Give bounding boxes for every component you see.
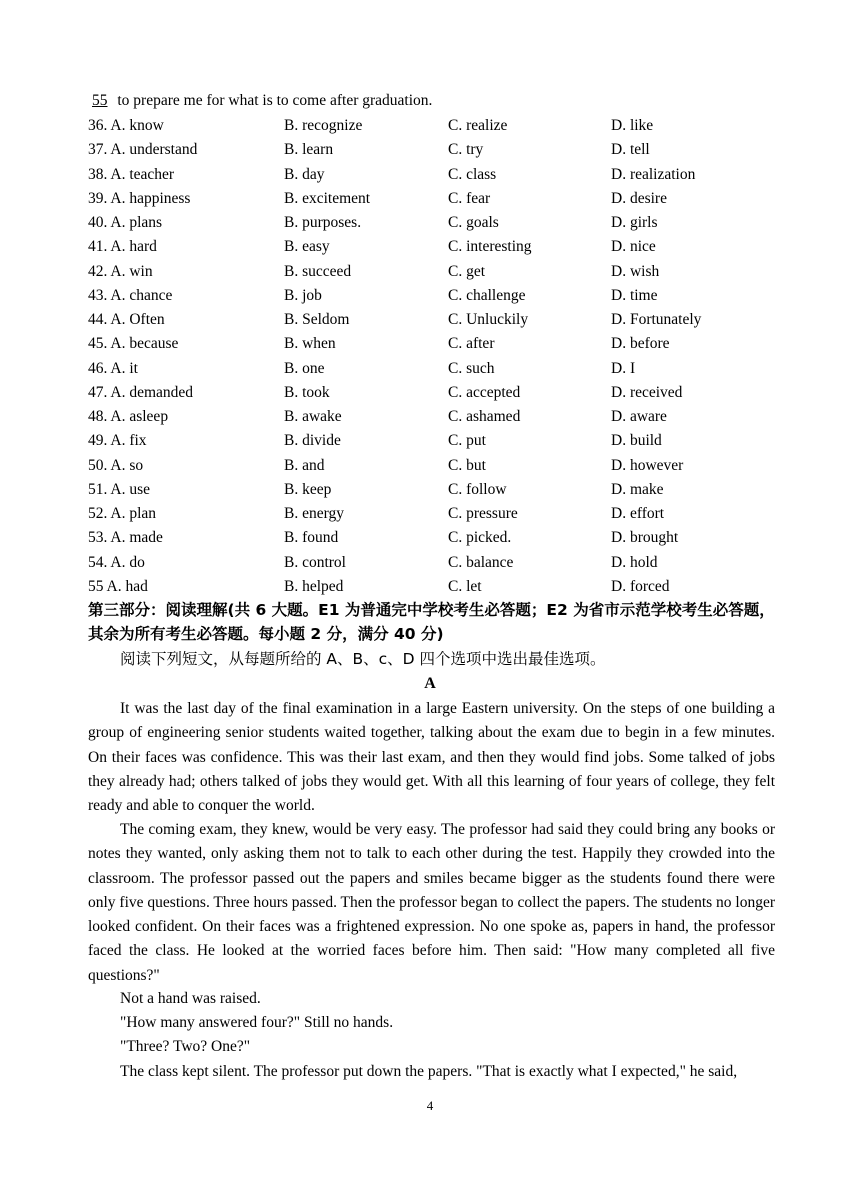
option-cell: D. tell bbox=[611, 141, 650, 159]
option-row bbox=[0, 456, 860, 480]
option-cell: 36. A. know bbox=[88, 117, 164, 134]
option-cell: C. let bbox=[448, 577, 482, 595]
option-cell: D. however bbox=[611, 456, 684, 474]
passage-paragraph-1: It was the last day of the final examination in a large Eastern university. On the steps of one building a group of engineering senior students waited together, talking about the exam due to begin in a few minutes. On their faces was confidence. This was their last exam, and then they would find jobs. Some talked of jobs they already had; others talked of jobs they would get. With all this learning of four years of college, they felt ready and able to conquer the world. bbox=[88, 700, 775, 815]
option-row bbox=[0, 310, 860, 334]
option-cell: C. ashamed bbox=[448, 408, 521, 425]
reading-instruction: 阅读下列短文，从每题所给的 A、B、c、D 四个选项中选出最佳选项。 bbox=[120, 650, 606, 668]
option-cell: C. after bbox=[448, 335, 495, 353]
option-cell: 39. A. happiness bbox=[88, 189, 191, 207]
page-number: 4 bbox=[426, 1098, 434, 1113]
option-cell: B. recognize bbox=[284, 117, 363, 134]
option-cell: 38. A. teacher bbox=[88, 165, 175, 183]
blank-55: 55 bbox=[92, 92, 108, 109]
option-cell: D. I bbox=[611, 359, 636, 377]
option-row bbox=[0, 504, 860, 528]
option-cell: 42. A. win bbox=[88, 262, 153, 280]
cloze-sentence-text: to prepare me for what is to come after graduation. bbox=[113, 92, 433, 109]
option-cell: B. easy bbox=[284, 238, 330, 256]
option-cell: C. such bbox=[448, 359, 495, 377]
option-row bbox=[0, 407, 860, 431]
option-cell: D. wish bbox=[611, 262, 660, 280]
option-cell: D. nice bbox=[611, 238, 656, 256]
option-cell: C. put bbox=[448, 432, 486, 450]
option-row bbox=[0, 431, 860, 455]
option-row bbox=[0, 237, 860, 261]
option-cell: 53. A. made bbox=[88, 529, 163, 547]
option-cell: B. learn bbox=[284, 141, 334, 159]
option-cell: B. excitement bbox=[284, 189, 371, 207]
option-cell: B. found bbox=[284, 529, 339, 547]
option-cell: 47. A. demanded bbox=[88, 383, 194, 401]
option-cell: C. get bbox=[448, 262, 486, 280]
option-cell: 43. A. chance bbox=[88, 286, 173, 304]
option-cell: B. Seldom bbox=[284, 311, 350, 328]
option-cell: D. time bbox=[611, 286, 658, 304]
option-cell: C. picked. bbox=[448, 529, 512, 547]
option-cell: B. when bbox=[284, 335, 336, 353]
option-cell: B. awake bbox=[284, 408, 342, 425]
option-cell: 37. A. understand bbox=[88, 141, 198, 159]
option-cell: B. keep bbox=[284, 480, 332, 498]
option-cell: B. and bbox=[284, 456, 325, 474]
option-cell: D. before bbox=[611, 335, 670, 353]
option-row bbox=[0, 383, 860, 407]
option-cell: B. took bbox=[284, 383, 330, 401]
option-row bbox=[0, 286, 860, 310]
option-cell: D. brought bbox=[611, 529, 679, 547]
cloze-final-sentence bbox=[88, 91, 432, 111]
option-cell: 52. A. plan bbox=[88, 505, 157, 522]
option-cell: D. realization bbox=[611, 165, 696, 183]
option-row bbox=[0, 116, 860, 140]
option-cell: C. interesting bbox=[448, 238, 532, 256]
passage-line-silent: The class kept silent. The professor put down the papers. "That is exactly what I expected," he said, bbox=[120, 1063, 738, 1080]
option-cell: 48. A. asleep bbox=[88, 408, 169, 425]
option-cell: 54. A. do bbox=[88, 553, 145, 571]
option-cell: 44. A. Often bbox=[88, 311, 165, 328]
passage-line-four: "How many answered four?" Still no hands. bbox=[120, 1014, 394, 1031]
option-cell: D. effort bbox=[611, 505, 665, 522]
option-row bbox=[0, 165, 860, 189]
option-cell: D. build bbox=[611, 432, 662, 450]
option-cell: C. balance bbox=[448, 553, 514, 571]
option-row bbox=[0, 480, 860, 504]
option-cell: C. goals bbox=[448, 214, 499, 231]
option-cell: B. energy bbox=[284, 505, 344, 522]
option-cell: C. pressure bbox=[448, 505, 518, 522]
option-cell: 40. A. plans bbox=[88, 214, 163, 231]
option-cell: C. class bbox=[448, 165, 497, 183]
section-heading-line1: 第三部分：阅读理解(共 6 大题。E1 为普通完中学校考生必答题；E2 为省市示范学校考生必答题， bbox=[88, 601, 775, 619]
option-cell: 50. A. so bbox=[88, 456, 144, 474]
option-cell: B. divide bbox=[284, 432, 341, 450]
option-cell: B. day bbox=[284, 165, 325, 183]
option-cell: 45. A. because bbox=[88, 335, 179, 353]
option-cell: D. forced bbox=[611, 577, 670, 595]
option-cell: 46. A. it bbox=[88, 359, 138, 377]
option-row bbox=[0, 528, 860, 552]
section-heading-line2: 其余为所有考生必答题。每小题 2 分，满分 40 分) bbox=[88, 625, 444, 643]
option-cell: 51. A. use bbox=[88, 480, 150, 498]
option-cell: C. Unluckily bbox=[448, 311, 529, 328]
passage-line-three: "Three? Two? One?" bbox=[120, 1038, 251, 1055]
passage-line-no-hand: Not a hand was raised. bbox=[120, 990, 261, 1007]
option-cell: B. control bbox=[284, 553, 346, 571]
option-cell: C. try bbox=[448, 141, 484, 159]
option-cell: D. Fortunately bbox=[611, 311, 702, 328]
option-row bbox=[0, 189, 860, 213]
passage-title: A bbox=[424, 675, 436, 692]
option-cell: B. job bbox=[284, 286, 322, 304]
option-cell: D. girls bbox=[611, 214, 658, 231]
option-cell: D. desire bbox=[611, 189, 667, 207]
option-cell: D. hold bbox=[611, 553, 658, 571]
option-row bbox=[0, 359, 860, 383]
option-cell: B. helped bbox=[284, 577, 344, 595]
option-cell: C. follow bbox=[448, 480, 507, 498]
option-cell: C. challenge bbox=[448, 286, 526, 304]
option-cell: B. succeed bbox=[284, 262, 352, 280]
option-row bbox=[0, 140, 860, 164]
option-row bbox=[0, 262, 860, 286]
option-cell: D. make bbox=[611, 480, 664, 498]
option-cell: 49. A. fix bbox=[88, 432, 147, 450]
option-cell: 41. A. hard bbox=[88, 238, 157, 256]
option-cell: D. received bbox=[611, 383, 683, 401]
option-cell: C. fear bbox=[448, 189, 491, 207]
option-row bbox=[0, 553, 860, 577]
option-cell: C. accepted bbox=[448, 383, 521, 401]
option-row bbox=[0, 334, 860, 358]
option-cell: B. purposes. bbox=[284, 214, 362, 231]
option-row bbox=[0, 213, 860, 237]
option-cell: D. like bbox=[611, 117, 654, 134]
option-cell: C. but bbox=[448, 456, 486, 474]
option-cell: B. one bbox=[284, 359, 325, 377]
option-cell: 55 A. had bbox=[88, 577, 148, 595]
option-cell: D. aware bbox=[611, 408, 667, 425]
option-cell: C. realize bbox=[448, 117, 508, 134]
passage-paragraph-2: The coming exam, they knew, would be very easy. The professor had said they could bring any books or notes they wanted, only asking them not to talk to each other during the test. Happily they crowded into the classroom. The professor passed out the papers and smiles became bigger as the students found there were only five questions. Three hours passed. Then the professor began to collect the papers. The students no longer looked confident. On their faces was a frightened expression. No one spoke as, papers in hand, the professor faced the class. He looked at the worried faces before him. Then said: "How many completed all five questions?" bbox=[88, 821, 776, 984]
